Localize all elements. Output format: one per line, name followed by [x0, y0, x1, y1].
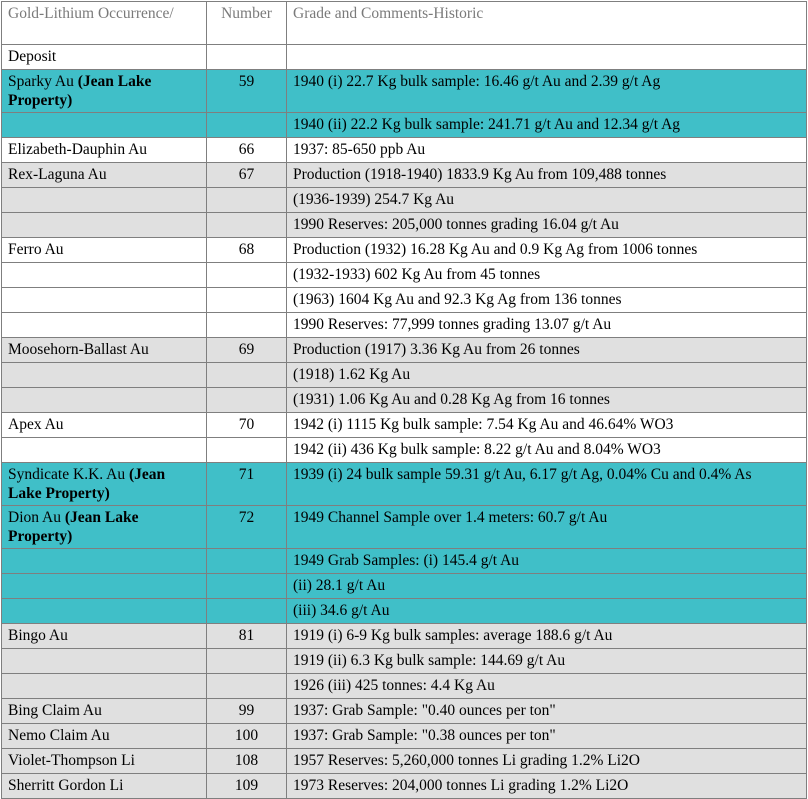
- property-name: (Jean Lake Property): [8, 466, 166, 502]
- number-cell: 100: [207, 724, 287, 749]
- grade-comment-cell: (1963) 1604 Kg Au and 92.3 Kg Ag from 136 tonnes: [287, 288, 807, 313]
- table-row: [2, 724, 807, 749]
- grade-comment-cell: 1942 (i) 1115 Kg bulk sample: 7.54 Kg Au and 46.64% WO3: [287, 413, 807, 438]
- table-row: [2, 113, 807, 138]
- table-row: [2, 649, 807, 674]
- occurrence-cell: [2, 463, 207, 506]
- grade-comment-cell: [287, 45, 807, 70]
- number-cell: [207, 388, 287, 413]
- grade-comment-cell: 1937: Grab Sample: "0.38 ounces per ton": [287, 724, 807, 749]
- table-row: [2, 163, 807, 188]
- occurrence-name: Rex-Laguna Au: [8, 166, 107, 183]
- grade-comment-cell: (iii) 34.6 g/t Au: [287, 599, 807, 624]
- occurrence-name: Nemo Claim Au: [8, 727, 110, 744]
- grade-comment-cell: 1949 Grab Samples: (i) 145.4 g/t Au: [287, 549, 807, 574]
- table-row: [2, 413, 807, 438]
- grade-comment-cell: Production (1918-1940) 1833.9 Kg Au from 109,488 tonnes: [287, 163, 807, 188]
- grade-comment-cell: (ii) 28.1 g/t Au: [287, 574, 807, 599]
- grade-comment-cell: 1939 (i) 24 bulk sample 59.31 g/t Au, 6.17 g/t Ag, 0.04% Cu and 0.4% As: [287, 463, 807, 506]
- occurrence-cell: [2, 288, 207, 313]
- number-cell: 99: [207, 699, 287, 724]
- occurrence-cell: [2, 188, 207, 213]
- occurrence-cell: [2, 506, 207, 549]
- occurrence-name: Sparky Au: [8, 73, 78, 90]
- occurrence-cell: [2, 724, 207, 749]
- occurrence-name: Deposit: [8, 48, 57, 65]
- header-occurrence: Gold-Lithium Occurrence/: [2, 2, 207, 45]
- number-cell: 69: [207, 338, 287, 363]
- number-cell: [207, 188, 287, 213]
- table-row: [2, 438, 807, 463]
- occurrence-name: Moosehorn-Ballast Au: [8, 341, 149, 358]
- table-row: [2, 749, 807, 774]
- occurrence-name: Apex Au: [8, 416, 64, 433]
- number-cell: [207, 549, 287, 574]
- number-cell: 109: [207, 774, 287, 799]
- table-row: [2, 188, 807, 213]
- number-cell: [207, 45, 287, 70]
- table-row: [2, 363, 807, 388]
- occurrence-name: Dion Au: [8, 509, 65, 526]
- number-cell: 68: [207, 238, 287, 263]
- table-row: [2, 463, 807, 506]
- table-row: [2, 699, 807, 724]
- number-cell: [207, 288, 287, 313]
- occurrence-cell: [2, 674, 207, 699]
- table-row: [2, 338, 807, 363]
- number-cell: 59: [207, 70, 287, 113]
- number-cell: 81: [207, 624, 287, 649]
- grade-comment-cell: (1931) 1.06 Kg Au and 0.28 Kg Ag from 16 tonnes: [287, 388, 807, 413]
- occurrence-cell: [2, 649, 207, 674]
- table-row: [2, 674, 807, 699]
- grade-comment-cell: 1919 (i) 6-9 Kg bulk samples: average 188.6 g/t Au: [287, 624, 807, 649]
- occurrence-cell: [2, 699, 207, 724]
- occurrence-cell: [2, 238, 207, 263]
- header-grade-comments: Grade and Comments-Historic: [287, 2, 807, 45]
- number-cell: 66: [207, 138, 287, 163]
- number-cell: [207, 599, 287, 624]
- table-row: [2, 238, 807, 263]
- number-cell: [207, 438, 287, 463]
- number-cell: [207, 313, 287, 338]
- occurrence-name: Elizabeth-Dauphin Au: [8, 141, 148, 158]
- grade-comment-cell: 1926 (iii) 425 tonnes: 4.4 Kg Au: [287, 674, 807, 699]
- header-row: [2, 2, 807, 45]
- grade-comment-cell: 1937: Grab Sample: "0.40 ounces per ton": [287, 699, 807, 724]
- occurrence-cell: [2, 263, 207, 288]
- number-cell: [207, 674, 287, 699]
- occurrence-cell: [2, 163, 207, 188]
- number-cell: [207, 363, 287, 388]
- table-row: [2, 624, 807, 649]
- grade-comment-cell: 1949 Channel Sample over 1.4 meters: 60.7 g/t Au: [287, 506, 807, 549]
- table-row: [2, 388, 807, 413]
- grade-comment-cell: 1940 (ii) 22.2 Kg bulk sample: 241.71 g/t Au and 12.34 g/t Ag: [287, 113, 807, 138]
- table-body: [2, 2, 807, 799]
- number-cell: [207, 263, 287, 288]
- number-cell: 72: [207, 506, 287, 549]
- occurrence-cell: [2, 774, 207, 799]
- number-cell: 108: [207, 749, 287, 774]
- occurrence-cell: [2, 213, 207, 238]
- number-cell: [207, 649, 287, 674]
- grade-comment-cell: 1940 (i) 22.7 Kg bulk sample: 16.46 g/t Au and 2.39 g/t Ag: [287, 70, 807, 113]
- number-cell: 67: [207, 163, 287, 188]
- occurrence-cell: [2, 138, 207, 163]
- number-cell: [207, 574, 287, 599]
- occurrence-table: [1, 1, 807, 799]
- table-row: [2, 506, 807, 549]
- occurrence-cell: [2, 338, 207, 363]
- grade-comment-cell: (1932-1933) 602 Kg Au from 45 tonnes: [287, 263, 807, 288]
- grade-comment-cell: 1957 Reserves: 5,260,000 tonnes Li grading 1.2% Li2O: [287, 749, 807, 774]
- property-name: (Jean Lake Property): [8, 73, 152, 109]
- number-cell: [207, 213, 287, 238]
- table-row: [2, 45, 807, 70]
- occurrence-cell: [2, 113, 207, 138]
- occurrence-name: Bingo Au: [8, 627, 68, 644]
- grade-comment-cell: 1942 (ii) 436 Kg bulk sample: 8.22 g/t Au and 8.04% WO3: [287, 438, 807, 463]
- occurrence-cell: [2, 45, 207, 70]
- occurrence-name: Syndicate K.K. Au: [8, 466, 129, 483]
- table-row: [2, 574, 807, 599]
- table-row: [2, 288, 807, 313]
- number-cell: 71: [207, 463, 287, 506]
- occurrence-cell: [2, 549, 207, 574]
- occurrence-cell: [2, 599, 207, 624]
- occurrence-cell: [2, 388, 207, 413]
- grade-comment-cell: 1990 Reserves: 77,999 tonnes grading 13.07 g/t Au: [287, 313, 807, 338]
- table-row: [2, 313, 807, 338]
- grade-comment-cell: 1990 Reserves: 205,000 tonnes grading 16.04 g/t Au: [287, 213, 807, 238]
- occurrence-name: Bing Claim Au: [8, 702, 102, 719]
- table-row: [2, 213, 807, 238]
- grade-comment-cell: Production (1917) 3.36 Kg Au from 26 tonnes: [287, 338, 807, 363]
- property-name: (Jean Lake Property): [8, 509, 139, 545]
- table-row: [2, 70, 807, 113]
- table-row: [2, 263, 807, 288]
- number-cell: 70: [207, 413, 287, 438]
- occurrence-cell: [2, 624, 207, 649]
- occurrence-cell: [2, 413, 207, 438]
- table-row: [2, 549, 807, 574]
- occurrence-name: Ferro Au: [8, 241, 64, 258]
- number-cell: [207, 113, 287, 138]
- grade-comment-cell: 1973 Reserves: 204,000 tonnes Li grading 1.2% Li2O: [287, 774, 807, 799]
- occurrence-cell: [2, 363, 207, 388]
- occurrence-cell: [2, 574, 207, 599]
- grade-comment-cell: 1937: 85-650 ppb Au: [287, 138, 807, 163]
- table-row: [2, 138, 807, 163]
- occurrence-name: Sherritt Gordon Li: [8, 777, 124, 794]
- grade-comment-cell: 1919 (ii) 6.3 Kg bulk sample: 144.69 g/t Au: [287, 649, 807, 674]
- grade-comment-cell: (1936-1939) 254.7 Kg Au: [287, 188, 807, 213]
- table-row: [2, 774, 807, 799]
- header-number: Number: [207, 2, 287, 45]
- table-row: [2, 599, 807, 624]
- occurrence-cell: [2, 749, 207, 774]
- grade-comment-cell: (1918) 1.62 Kg Au: [287, 363, 807, 388]
- occurrence-cell: [2, 70, 207, 113]
- occurrence-cell: [2, 313, 207, 338]
- occurrence-name: Violet-Thompson Li: [8, 752, 135, 769]
- grade-comment-cell: Production (1932) 16.28 Kg Au and 0.9 Kg Ag from 1006 tonnes: [287, 238, 807, 263]
- occurrence-cell: [2, 438, 207, 463]
